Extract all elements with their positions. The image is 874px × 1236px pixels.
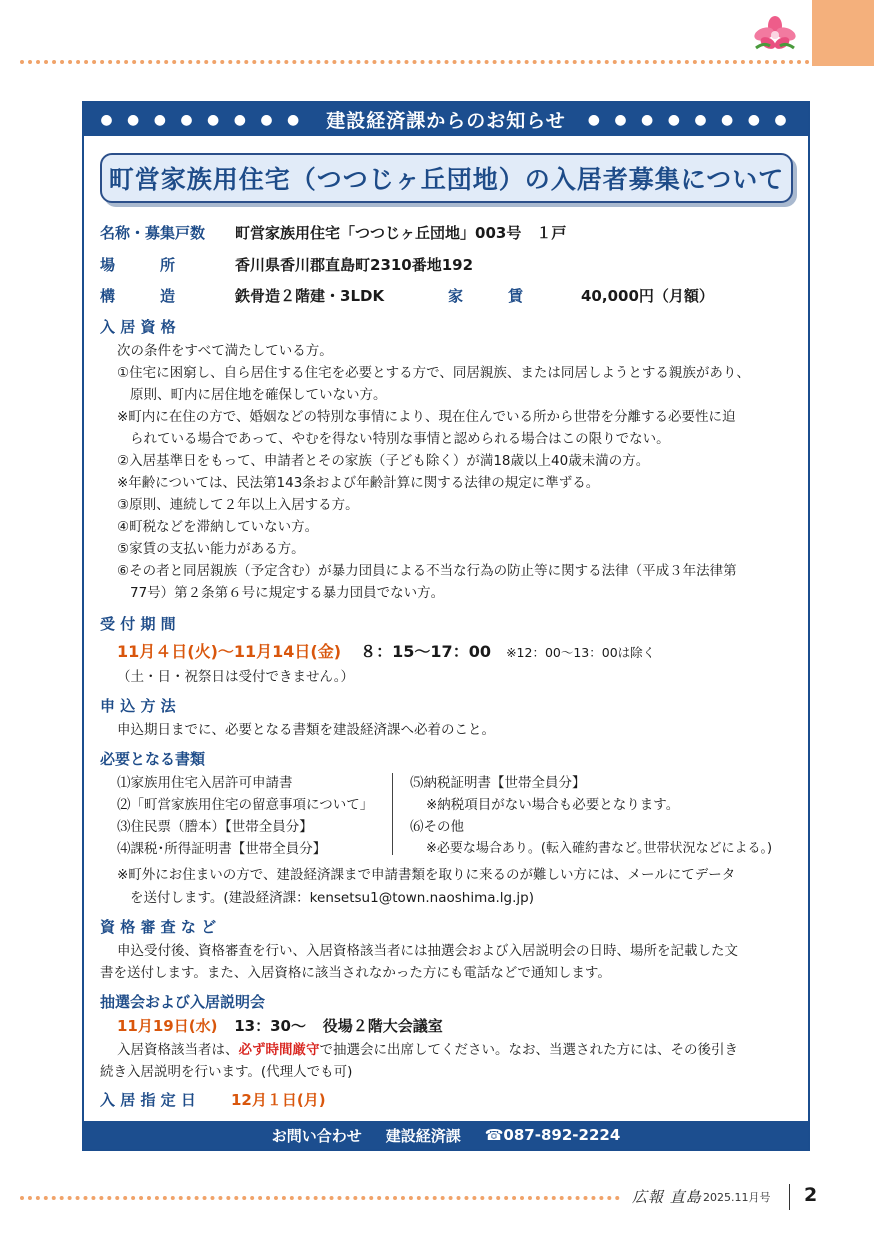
qualification-line: ③原則、連続して２年以上入居する方。 bbox=[117, 497, 359, 513]
page-number: 2 bbox=[804, 1184, 818, 1206]
qualification-heading: 入 居 資 格 bbox=[100, 318, 176, 336]
qualification-line: ※町内に在住の方で、婚姻などの特別な事情により、現在住んでいる所から世帯を分離する必要性に迫 bbox=[117, 409, 736, 425]
qualification-line: ⑥その者と同居親族（予定含む）が暴力団員による不当な行為の防止等に関する法律（平成３年法律第 bbox=[117, 563, 737, 579]
document-item: ⑴家族用住宅入居許可申請書 bbox=[117, 775, 293, 791]
contact-band bbox=[84, 1121, 808, 1149]
name-label: 名称・募集戸数 bbox=[100, 224, 206, 242]
rent-label: 家 賃 bbox=[448, 287, 524, 305]
department-header bbox=[84, 103, 808, 136]
strict-time-warning: 必ず時間厳守 bbox=[238, 1042, 320, 1058]
lottery-schedule bbox=[117, 1015, 443, 1036]
header-dots-left: ● ● ● ● ● ● ● ● bbox=[100, 111, 305, 128]
issue-date: 2025.11月号 bbox=[703, 1191, 771, 1204]
lottery-text: 入居資格該当者は、 bbox=[117, 1042, 239, 1058]
notice-title: 町営家族用住宅（つつじヶ丘団地）の入居者募集について bbox=[108, 165, 785, 194]
lottery-text: 続き入居説明を行います。(代理人でも可) bbox=[100, 1064, 353, 1080]
document-item: ⑵「町営家族用住宅の留意事項について」 bbox=[117, 797, 374, 813]
place-value: 香川県香川郡直島町2310番地192 bbox=[235, 256, 474, 274]
place-label: 場 所 bbox=[100, 256, 176, 274]
publication-logo: 広報 直島 bbox=[632, 1188, 702, 1206]
reception-period bbox=[117, 639, 655, 662]
corner-tab bbox=[812, 0, 874, 66]
lottery-instructions bbox=[117, 1038, 738, 1058]
application-heading: 申 込 方 法 bbox=[100, 697, 176, 715]
lottery-time: 13：30～ bbox=[234, 1017, 306, 1035]
notice-title-box bbox=[100, 153, 793, 203]
qualification-line: 原則、町内に居住地を確保していない方。 bbox=[130, 387, 387, 403]
footer-separator bbox=[789, 1184, 790, 1210]
reception-heading: 受 付 期 間 bbox=[100, 615, 176, 633]
screening-text: 申込受付後、資格審査を行い、入居資格該当者には抽選会および入居説明会の日時、場所を記載した文 bbox=[117, 943, 738, 959]
document-note: ※納税項目がない場合も必要となります。 bbox=[426, 797, 680, 813]
name-value: 町営家族用住宅「つつじヶ丘団地」003号 １戸 bbox=[235, 224, 567, 242]
place-row bbox=[100, 254, 473, 275]
qualification-line: ①住宅に困窮し、自ら居住する住宅を必要とする方で、同居親族、または同居しようとする親族があり、 bbox=[117, 365, 750, 381]
document-note: ※必要な場合あり。(転入確約書など｡世帯状況などによる｡) bbox=[426, 841, 773, 856]
rent-value: 40,000円（月額） bbox=[581, 287, 714, 305]
document-item: ⑸納税証明書【世帯全員分】 bbox=[410, 775, 586, 791]
move-in-heading: 入 居 指 定 日 bbox=[100, 1091, 196, 1109]
structure-row bbox=[100, 285, 714, 306]
qualification-line: 77号）第２条第６号に規定する暴力団員でない方。 bbox=[130, 585, 445, 601]
reception-closed-note: （土・日・祝祭日は受付できません。） bbox=[117, 669, 355, 685]
screening-heading: 資 格 審 査 な ど bbox=[100, 918, 217, 936]
move-in-date: 12月１日(月) bbox=[231, 1091, 326, 1109]
contact-phone[interactable]: ☎087-892-2224 bbox=[484, 1126, 621, 1144]
lottery-date: 11月19日(水) bbox=[117, 1017, 218, 1035]
lottery-place: 役場２階大会議室 bbox=[322, 1017, 443, 1035]
structure-label: 構 造 bbox=[100, 287, 176, 305]
qualification-line: ※年齢については、民法第143条および年齢計算に関する法律の規定に準ずる。 bbox=[117, 475, 600, 491]
document-item: ⑹その他 bbox=[410, 819, 464, 835]
move-in-row bbox=[100, 1089, 326, 1110]
documents-heading: 必要となる書類 bbox=[100, 750, 206, 768]
bottom-dotted-rule bbox=[20, 1196, 620, 1200]
department-title: 建設経済課からのお知らせ bbox=[326, 110, 566, 132]
header-dots-right: ● ● ● ● ● ● ● ● bbox=[587, 111, 792, 128]
qualification-line: 次の条件をすべて満たしている方。 bbox=[117, 343, 333, 359]
screening-text: 書を送付します。また、入居資格に該当されなかった方にも電話などで通知します。 bbox=[100, 965, 611, 981]
reception-dates: 11月４日(火)～11月14日(金) bbox=[117, 642, 342, 661]
azalea-flower-icon bbox=[752, 14, 798, 54]
lottery-text: で抽選会に出席してください。なお、当選された方には、その後引き bbox=[319, 1042, 738, 1058]
contact-department: 建設経済課 bbox=[385, 1126, 461, 1145]
document-item: ⑶住民票（謄本）【世帯全員分】 bbox=[117, 819, 313, 835]
qualification-line: ②入居基準日をもって、申請者とその家族（子ども除く）が満18歳以上40歳未満の方。 bbox=[117, 453, 650, 469]
notice-panel bbox=[82, 101, 810, 1151]
qualification-line: ⑤家賃の支払い能力がある方。 bbox=[117, 541, 305, 557]
reception-note: ※12：00～13：00は除く bbox=[506, 645, 656, 660]
documents-mail-note: ※町外にお住まいの方で、建設経済課まで申請書類を取りに来るのが難しい方には、メールにてデータ bbox=[117, 867, 736, 883]
top-dotted-rule bbox=[20, 60, 810, 64]
contact-label: お問い合わせ bbox=[271, 1126, 362, 1145]
document-item: ⑷課税･所得証明書【世帯全員分】 bbox=[117, 841, 327, 857]
documents-divider bbox=[392, 773, 393, 855]
lottery-heading: 抽選会および入居説明会 bbox=[100, 993, 266, 1011]
documents-mail-note: を送付します。(建設経済課：kensetsu1@town.naoshima.lg.jp) bbox=[130, 890, 534, 906]
qualification-line: られている場合であって、やむを得ない特別な事情と認められる場合はこの限りでない。 bbox=[130, 431, 670, 447]
application-text: 申込期日までに、必要となる書類を建設経済課へ必着のこと。 bbox=[117, 722, 495, 738]
reception-hours: ８：15～17：00 bbox=[360, 642, 491, 661]
qualification-line: ④町税などを滞納していない方。 bbox=[117, 519, 319, 535]
name-row bbox=[100, 222, 566, 243]
structure-value: 鉄骨造２階建・3LDK bbox=[235, 287, 385, 305]
